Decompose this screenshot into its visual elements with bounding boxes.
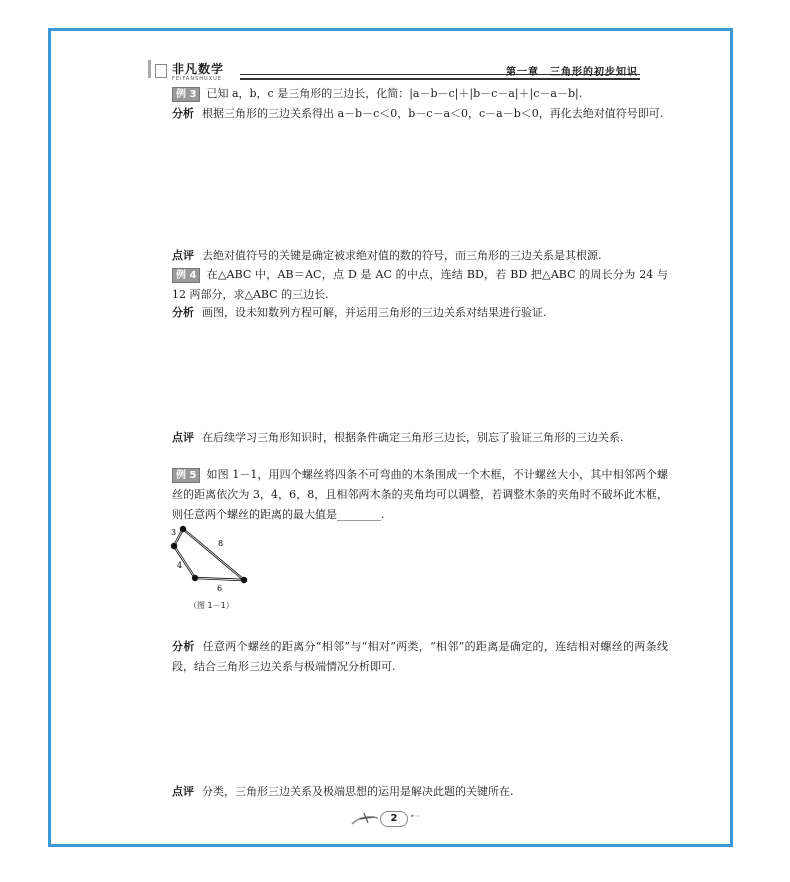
figure-caption: （图 1－1） (189, 601, 234, 610)
side-label-3: 3 (171, 528, 177, 537)
screw-dot (171, 543, 177, 549)
page-number: 2 (380, 811, 408, 827)
side-label-6: 6 (217, 584, 223, 593)
screw-dot (192, 575, 198, 581)
frame-figure (168, 524, 258, 594)
comment-label: 点评 (172, 249, 194, 262)
chapter-title: 第一章 三角形的初步知识 (506, 67, 638, 78)
example4-tag: 例 4 (172, 268, 200, 283)
example3-analysis: 分析 根据三角形的三边关系得出 a－b－c＜0，b－c－a＜0，c－a－b＜0，再化去绝对值符号即可. (172, 107, 664, 120)
example5-analysis: 分析 任意两个螺丝的距离分“相邻”与“相对”两类，“相邻”的距离是确定的，连结相对螺丝的两条线段，结合三角形三边关系与极端情况分析即可. (172, 640, 668, 673)
example4-analysis: 分析 画图，设未知数列方程可解，并运用三角形的三边关系对结果进行验证. (172, 306, 547, 319)
example5-tag: 例 5 (172, 468, 200, 483)
book-title: 非凡数学 (172, 62, 225, 76)
example5-question: 例 5 如图 1－1，用四个螺丝将四条不可弯曲的木条围成一个木框，不计螺丝大小，其中相邻两个螺丝的距离依次为 3，4，6，8，且相邻两木条的夹角均可以调整，若调整木条的夹角时不破坏此木框，则任意两个螺丝的距离的最大值是________. (172, 468, 668, 521)
side-label-8: 8 (218, 539, 224, 548)
analysis-label: 分析 (172, 306, 194, 319)
wooden-frame-outer (174, 529, 244, 580)
example3-tag: 例 3 (172, 87, 200, 102)
comment-label: 点评 (172, 431, 194, 444)
screw-dot (241, 577, 247, 583)
example4-comment: 点评 在后续学习三角形知识时，根据条件确定三角形三边长，别忘了验证三角形的三边关系. (172, 431, 624, 444)
header-rule-thick (240, 78, 640, 80)
comment-label: 点评 (172, 785, 194, 798)
header-decoration-box (155, 64, 167, 78)
example3-comment: 点评 去绝对值符号的关键是确定被求绝对值的数的符号，而三角形的三边关系是其根源. (172, 249, 602, 262)
analysis-label: 分析 (172, 107, 194, 120)
example3-question: 例 3 已知 a，b，c 是三角形的三边长，化简：|a－b－c|＋|b－c－a|＋|c－a－b|. (148, 84, 668, 104)
book-subtitle: FEIFANSHUXUE (172, 76, 222, 82)
page-number-area (350, 810, 430, 830)
header-decoration (148, 60, 151, 78)
screw-dot (180, 526, 186, 532)
example4-question: 例 4 在△ABC 中，AB＝AC，点 D 是 AC 的中点，连结 BD，若 BD 把△ABC 的周长分为 24 与 12 两部分，求△ABC 的三边长. (172, 268, 668, 301)
analysis-label: 分析 (172, 640, 195, 653)
ornament-icon (350, 810, 380, 830)
example5-comment: 点评 分类，三角形三边关系及极端思想的运用是解决此题的关键所在. (172, 785, 514, 798)
side-label-4: 4 (177, 561, 183, 570)
ornament-dots: •·· (410, 812, 420, 821)
